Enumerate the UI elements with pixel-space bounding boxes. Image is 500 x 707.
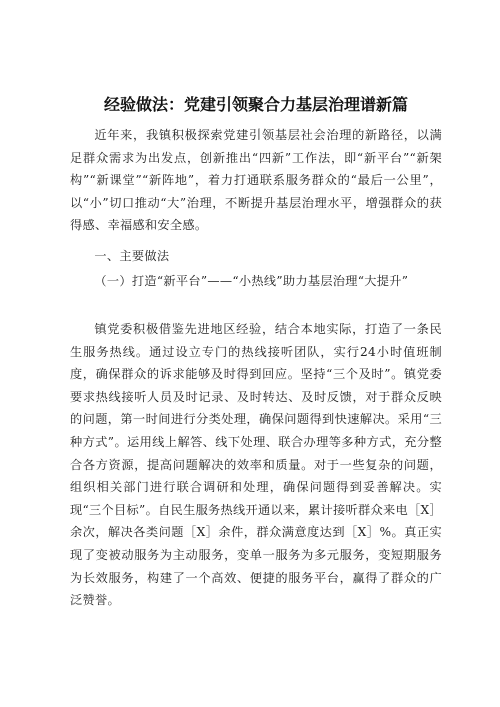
body-paragraph: 镇党委积极借鉴先进地区经验，结合本地实际，打造了一条民生服务热线。通过设立专门的热线接听团队，实行24小时值班制度，确保群众的诉求能够及时得到回应。坚持“三个及时”。镇党委要求热线接听人员及时记录、及时转达、及时反馈，对于群众反映的问题，第一时间进行分类处理，确保问题得到快速解决。采用“三种方式”。运用线上解答、线下处理、联合办理等多种方式，充分整合各方资源，提高问题解决的效率和质量。对于一些复杂的问题，组织相关部门进行联合调研和处理，确保问题得到妥善解决。实现“三个目标”。自民生服务热线开通以来，累计接听群众来电［X］余次，解决各类问题［X］余件，群众满意度达到［X］%。真正实现了变被动服务为主动服务，变单一服务为多元服务，变短期服务为长效服务，构建了一个高效、便捷的服务平台，赢得了群众的广泛赞誉。 — [70, 322, 442, 608]
document-title: 经验做法：党建引领聚合力基层治理谱新篇 — [103, 95, 408, 114]
intro-paragraph: 近年来，我镇积极探索党建引领基层社会治理的新路径，以满足群众需求为出发点，创新推出“四新”工作法，即“新平台”“新架构”“新课堂”“新阵地”，着力打通联系服务群众的“最后一公里”，以“小”切口推动“大”治理，不断提升基层治理水平，增强群众的获得感、幸福感和安全感。 — [70, 128, 442, 233]
subsection-heading: （一）打造“新平台”——“小热线”助力基层治理“大提升” — [94, 274, 409, 288]
section-heading: 一、主要做法 — [94, 249, 170, 263]
